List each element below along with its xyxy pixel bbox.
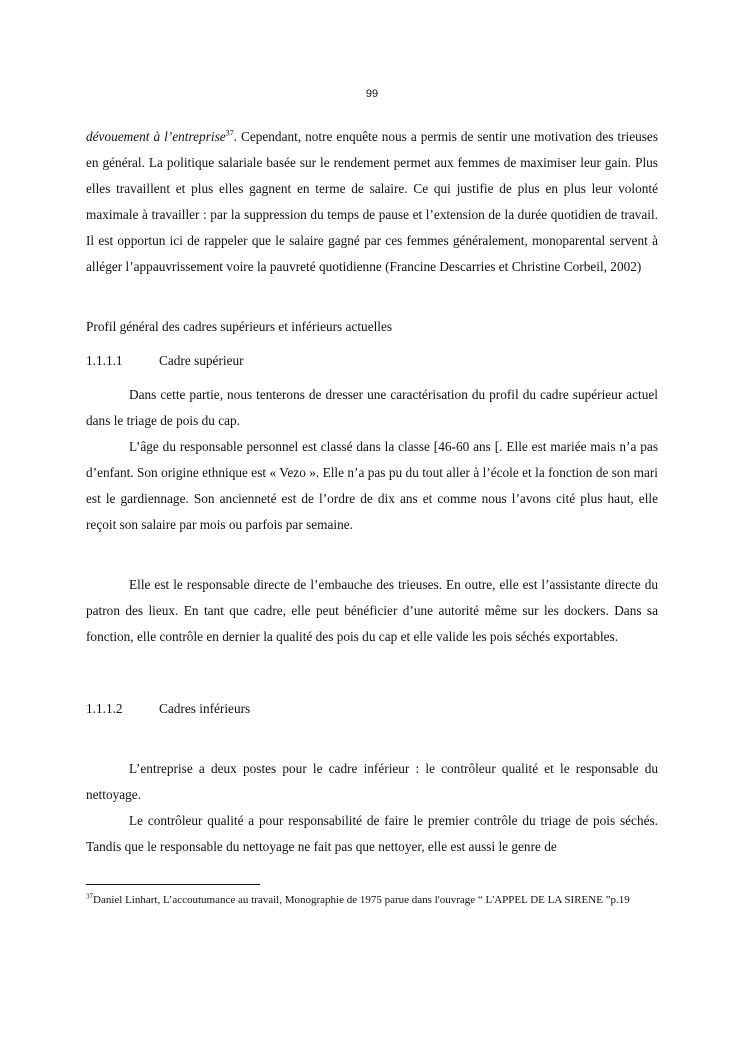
page-body xyxy=(86,124,658,860)
section-number: 1.1.1.1 xyxy=(86,353,123,368)
paragraph-text: . Cependant, notre enquête nous a permis de sentir une motivation des trieuses en général. La politique salariale basée sur le rendement permet aux femmes de maximiser leur gain. Plus elles travaillent et plus elles gagnent en terme de salaire. Ce qui justifie de plus en plus leur volonté maximale à travailler : par la suppression du temps de pause et l’extension de la durée quotidien de travail. Il est opportun ici de rappeler que le salaire gagné par ces femmes généralement, monoparental servent à alléger l’appauvrissement voire la pauvreté quotidienne (Francine Descarries et Christine Corbeil, 2002) xyxy=(86,129,659,274)
profile-heading: Profil général des cadres supérieurs et inférieurs actuelles xyxy=(86,319,393,334)
paragraph-intro-cadre: Dans cette partie, nous tenterons de dresser une caractérisation du profil du cadre supérieur actuel dans le triage de pois du cap. xyxy=(86,387,658,428)
section-heading-cadre-superieur xyxy=(86,348,658,374)
section-number: 1.1.1.2 xyxy=(86,701,123,716)
section-title: Cadres inférieurs xyxy=(159,701,251,716)
paragraph-quality-controller: Le contrôleur qualité a pour responsabilité de faire le premier contrôle du triage de pois séchés. Tandis que le responsable du nettoyage ne fait pas que nettoyer, elle est aussi le genre de xyxy=(86,813,658,854)
paragraph-responsibilities: Elle est le responsable directe de l’embauche des trieuses. En outre, elle est l’assistante directe du patron des lieux. En tant que cadre, elle peut bénéficier d’une autorité même sur les dockers. Dans sa fonction, elle contrôle en dernier la qualité des pois du cap et elle valide les pois séchés exportables. xyxy=(86,577,658,644)
page-number: 99 xyxy=(365,88,379,100)
footnote-number: 37 xyxy=(86,892,93,901)
italic-lead: dévouement à l’entreprise xyxy=(86,129,226,144)
footnote-divider xyxy=(86,884,260,885)
footnote xyxy=(86,893,646,907)
paragraph-motivation xyxy=(86,124,658,280)
paragraph-two-posts: L’entreprise a deux postes pour le cadre inférieur : le contrôleur qualité et le responsable du nettoyage. xyxy=(86,761,658,802)
section-heading-cadres-inferieurs xyxy=(86,696,658,722)
footnote-ref: 37 xyxy=(225,128,234,138)
paragraph-age-profile: L’âge du responsable personnel est classé dans la classe [46-60 ans [. Elle est mariée mais n’a pas d’enfant. Son origine ethnique est « Vezo ». Elle n’a pas pu du tout aller à l’école et la fonction de son mari est le gardiennage. Son ancienneté est de l’ordre de dix ans et comme nous l’avons cité plus haut, elle reçoit son salaire par mois ou parfois par semaine. xyxy=(86,439,658,532)
footnote-text: Daniel Linhart, L’accoutumance au travail, Monographie de 1975 parue dans l'ouvrage “ L'APPEL DE LA SIRENE ”p.19 xyxy=(93,894,630,906)
section-title: Cadre supérieur xyxy=(159,353,244,368)
